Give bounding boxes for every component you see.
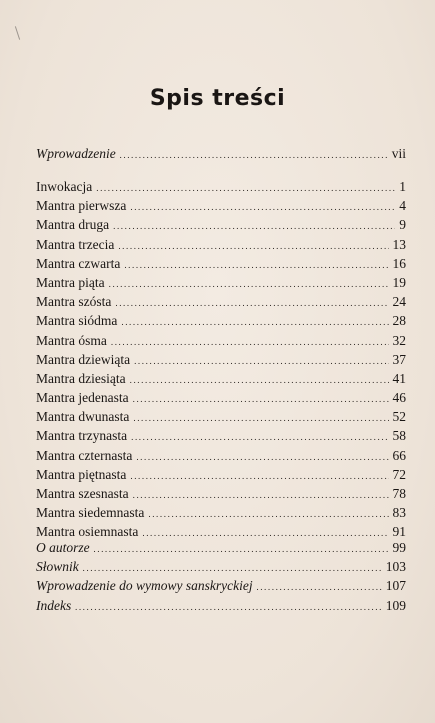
toc-entry-label: Wprowadzenie xyxy=(36,146,116,161)
toc-entry-page-number: 107 xyxy=(385,578,406,594)
pencil-mark xyxy=(15,26,20,40)
toc-entry-label: Mantra trzynasta xyxy=(36,428,128,444)
dot-leader xyxy=(148,505,388,524)
toc-entry xyxy=(36,144,406,163)
toc-entry-label: Mantra czwarta xyxy=(36,255,121,271)
toc-entry-page-number: 24 xyxy=(392,294,406,310)
toc-entry-label: O autorze xyxy=(36,540,90,555)
toc-entry-page-number: 66 xyxy=(392,447,406,463)
toc-entry-label: Inwokacja xyxy=(36,179,93,194)
toc-entry-page-number: 9 xyxy=(399,217,406,233)
toc-entry xyxy=(36,177,406,196)
toc-entry-label: Wprowadzenie do wymowy sanskryckiej xyxy=(36,578,253,594)
toc-intro-section xyxy=(36,144,406,163)
toc-entry-label: Mantra pierwsza xyxy=(36,198,127,214)
toc-entry-page-number: 1 xyxy=(399,179,406,194)
toc-entry xyxy=(36,596,406,615)
dot-leader xyxy=(94,540,389,559)
dot-leader xyxy=(75,598,382,617)
toc-entry xyxy=(36,254,406,273)
toc-entry-page-number: 99 xyxy=(392,540,406,555)
toc-entry-label: Mantra jedenasta xyxy=(36,390,129,406)
toc-entry-label: Mantra druga xyxy=(36,217,110,233)
toc-entry-label: Słownik xyxy=(36,559,79,575)
toc-mantras-section xyxy=(36,177,406,542)
toc-entry xyxy=(36,196,406,215)
dot-leader xyxy=(133,409,388,428)
toc-entry-label: Mantra siódma xyxy=(36,313,118,329)
toc-entry-page-number: 58 xyxy=(392,428,406,444)
dot-leader xyxy=(257,578,382,597)
toc-entry xyxy=(36,350,406,369)
toc-entry-page-number: 28 xyxy=(392,313,406,329)
dot-leader xyxy=(115,294,388,313)
dot-leader xyxy=(130,198,395,217)
toc-entry-page-number: 109 xyxy=(385,597,406,613)
toc-entry-label: Mantra szesnasta xyxy=(36,486,129,501)
toc-entry-label: Mantra dziewiąta xyxy=(36,351,131,367)
toc-entry xyxy=(36,484,406,503)
toc-entry-label: Mantra piąta xyxy=(36,274,105,290)
dot-leader xyxy=(133,390,389,409)
toc-entry xyxy=(36,465,406,484)
toc-entry xyxy=(36,331,406,350)
toc-entry xyxy=(36,426,406,445)
toc-entry-page-number: 41 xyxy=(392,370,406,386)
toc-entry-page-number: vii xyxy=(391,146,406,161)
dot-leader xyxy=(120,146,388,165)
toc-entry-label: Mantra piętnasta xyxy=(36,466,127,482)
toc-entry xyxy=(36,557,406,576)
toc-entry-page-number: 78 xyxy=(392,486,406,501)
toc-entry-page-number: 91 xyxy=(392,524,406,540)
toc-entry xyxy=(36,369,406,388)
dot-leader xyxy=(130,371,389,390)
toc-entry-page-number: 37 xyxy=(392,351,406,367)
page-title: Spis treści xyxy=(149,86,286,111)
toc-entry-label: Mantra czternasta xyxy=(36,447,133,463)
toc-entry-label: Indeks xyxy=(36,597,72,613)
toc-entry-label: Mantra dwunasta xyxy=(36,409,130,425)
toc-entry-label: Mantra dziesiąta xyxy=(36,370,126,386)
dot-leader xyxy=(113,217,395,236)
toc-entry-page-number: 46 xyxy=(392,390,406,406)
toc-entry xyxy=(36,503,406,522)
toc-entry-page-number: 103 xyxy=(385,559,406,575)
toc-entry-label: Mantra szósta xyxy=(36,294,112,310)
toc-entry xyxy=(36,407,406,426)
toc-entry-page-number: 4 xyxy=(399,198,406,214)
dot-leader xyxy=(130,467,388,486)
dot-leader xyxy=(121,313,388,332)
dot-leader xyxy=(96,179,395,198)
toc-entry xyxy=(36,292,406,311)
toc-entry xyxy=(36,215,406,234)
dot-leader xyxy=(131,428,388,447)
toc-entry-label: Mantra trzecia xyxy=(36,236,115,252)
dot-leader xyxy=(124,256,388,275)
dot-leader xyxy=(109,275,389,294)
toc-entry-page-number: 72 xyxy=(392,466,406,482)
dot-leader xyxy=(133,486,389,505)
toc-entry xyxy=(36,576,406,595)
dot-leader xyxy=(111,333,389,352)
toc-entry-label: Mantra osiemnasta xyxy=(36,524,139,540)
dot-leader xyxy=(134,352,388,371)
toc-entry xyxy=(36,446,406,465)
toc-entry-label: Mantra ósma xyxy=(36,332,107,348)
toc-entry-label: Mantra siedemnasta xyxy=(36,505,145,521)
toc-entry xyxy=(36,235,406,254)
toc-entry-page-number: 52 xyxy=(392,409,406,425)
toc-entry-page-number: 83 xyxy=(392,505,406,521)
toc-entry xyxy=(36,388,406,407)
toc-entry-page-number: 19 xyxy=(392,274,406,290)
toc-entry xyxy=(36,311,406,330)
toc-entry-page-number: 32 xyxy=(392,332,406,348)
dot-leader xyxy=(136,448,388,467)
toc-entry-page-number: 16 xyxy=(392,255,406,271)
toc-entry xyxy=(36,273,406,292)
toc-entry-page-number: 13 xyxy=(392,236,406,252)
toc-entry xyxy=(36,538,406,557)
dot-leader xyxy=(118,237,388,256)
toc-back-matter-section xyxy=(36,538,406,615)
